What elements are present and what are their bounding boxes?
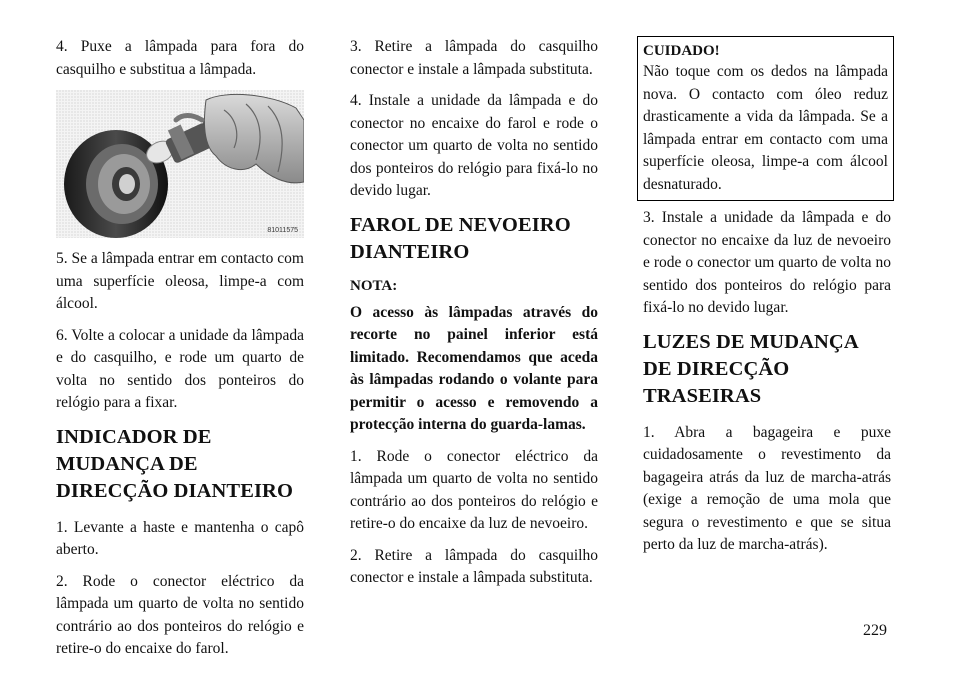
section-heading-front-fog-lamp: FAROL DE NEVOEIRO DIANTEIRO (350, 213, 571, 263)
note-label: NOTA: (350, 277, 398, 294)
step-5-clean-bulb: 5. Se a lâmpada entrar em contacto com uma superfície oleosa, limpe-a com álcool. (56, 250, 304, 312)
section-heading-rear-turn-signals: LUZES DE MUDANÇA DE DIRECÇÃO TRASEIRAS (643, 330, 858, 407)
step-3-remove-bulb: 3. Retire a lâmpada do casquilho conector e instale a lâmpada substituta. (350, 38, 598, 78)
step-4-install-unit: 4. Instale a unidade da lâmpada e do conector no encaixe do farol e rode o conector um quarto de volta no sentido dos ponteiros do relógio para fixá-lo no devido lugar. (350, 92, 598, 199)
fog-step-2-replace-bulb: 2. Retire a lâmpada do casquilho conector e instale a lâmpada substituta. (350, 546, 598, 586)
step-6-reinstall: 6. Volte a colocar a unidade da lâmpada e do casquilho, e rode um quarto de volta no sentido dos ponteiros do relógio para a fixar. (56, 326, 304, 411)
fog-step-1-rotate-connector: 1. Rode o conector eléctrico da lâmpada um quarto de volta no sentido contrário ao dos ponteiros do relógio e retire-o do encaixe da luz de nevoeiro. (350, 447, 598, 532)
figure-reference-code: 81011575 (267, 227, 298, 234)
rear-step-1-open-trunk: 1. Abra a bagageira e puxe cuidadosamente o revestimento da bagageira atrás da luz de marcha-atrás (exige a remoção de uma mola que segura o revestimento e que se situa perto da luz de marcha-atrás). (643, 423, 891, 553)
column-3 (643, 36, 891, 566)
column-1 (56, 36, 304, 670)
caution-text: Não toque com os dedos na lâmpada nova. O contacto com óleo reduz drasticamente a vida da lâmpada. Se a lâmpada entrar em contacto com uma superfície oleosa, limpe-a com álcool desnaturado. (643, 63, 888, 193)
page-number: 229 (863, 622, 887, 639)
caution-box (637, 36, 894, 201)
step-4-pull-bulb: 4. Puxe a lâmpada para fora do casquilho e substitua a lâmpada. (56, 38, 304, 78)
note-text: O acesso às lâmpadas através do recorte no painel inferior está limitado. Recomendamos que aceda às lâmpadas rodando o volante para permitir o acesso e removendo a protecção interna do guarda-lamas. (350, 303, 598, 433)
bulb-replacement-figure (56, 90, 304, 238)
step-2-rotate-connector: 2. Rode o conector eléctrico da lâmpada um quarto de volta no sentido contrário ao dos ponteiros do relógio e retire-o do encaixe do farol. (56, 572, 304, 657)
caution-title: CUIDADO! (643, 43, 720, 59)
fog-step-3-install-unit: 3. Instale a unidade da lâmpada e do conector no encaixe da luz de nevoeiro e rode o conector um quarto de volta no sentido dos ponteiros do relógio para fixá-lo no devido lugar. (643, 209, 891, 316)
section-heading-front-turn-signal: INDICADOR DE MUDANÇA DE DIRECÇÃO DIANTEIRO (56, 425, 294, 502)
step-1-lift-hood: 1. Levante a haste e mantenha o capô aberto. (56, 518, 304, 558)
hand-removing-bulb-illustration (56, 90, 304, 238)
column-2 (350, 36, 598, 599)
